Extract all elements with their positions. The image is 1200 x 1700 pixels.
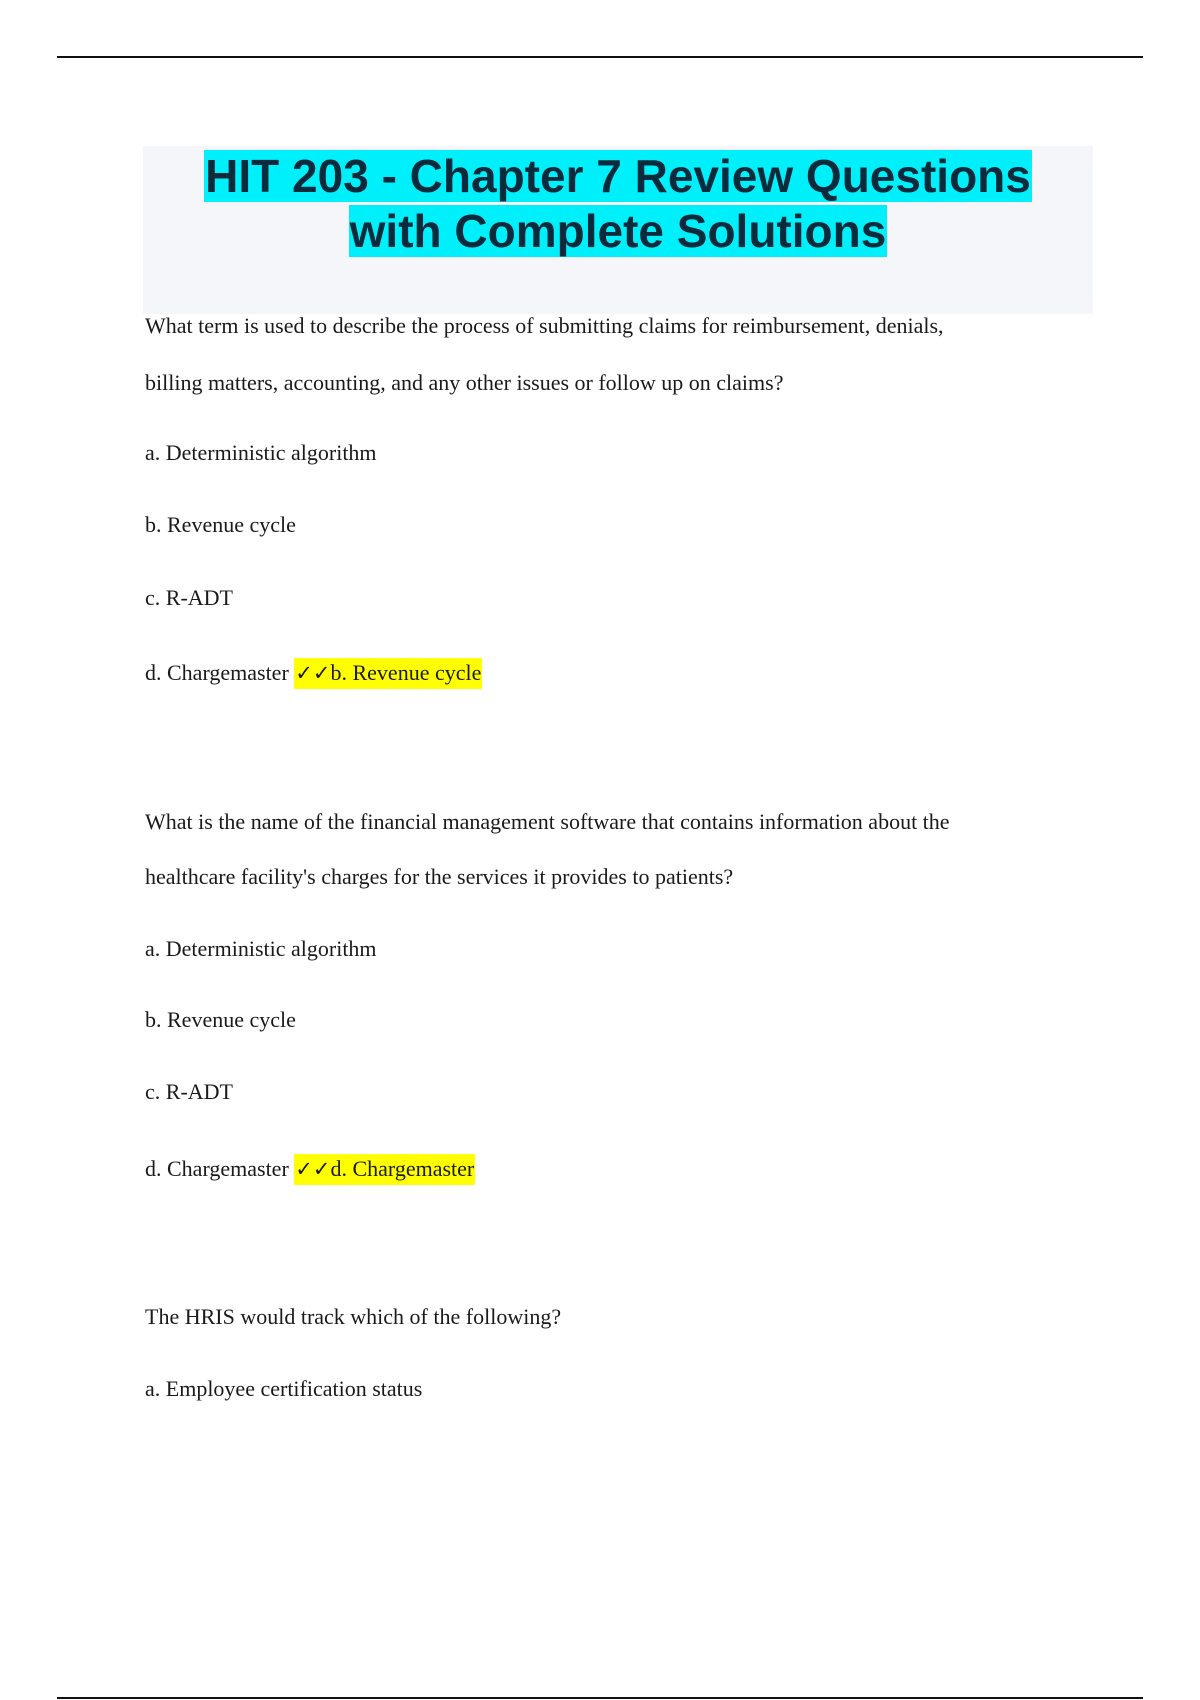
question-1-option-b: b. Revenue cycle — [145, 512, 296, 537]
question-2-prompt-line2: healthcare facility's charges for the services it provides to patients? — [145, 864, 734, 889]
bottom-rule — [57, 1697, 1143, 1699]
question-2-answer: d. Chargemaster — [330, 1156, 475, 1181]
question-3-option-a: a. Employee certification status — [145, 1376, 423, 1401]
question-1-option-d-row — [145, 659, 482, 687]
question-2-option-d-row — [145, 1155, 475, 1183]
question-2-answer-highlight — [294, 1154, 475, 1185]
document-title-line1: HIT 203 - Chapter 7 Review Questions — [205, 150, 1031, 202]
question-2-prompt-line1: What is the name of the financial management software that contains information about the — [145, 809, 950, 834]
question-2-option-a: a. Deterministic algorithm — [145, 936, 377, 961]
question-3-prompt-line1: The HRIS would track which of the following? — [145, 1304, 562, 1329]
top-rule — [57, 56, 1143, 58]
question-1-option-c: c. R-ADT — [145, 585, 233, 610]
question-2-option-d: d. Chargemaster — [145, 1156, 289, 1181]
question-2-option-b: b. Revenue cycle — [145, 1007, 296, 1032]
question-1-option-a: a. Deterministic algorithm — [145, 440, 377, 465]
question-1-prompt-line1: What term is used to describe the process of submitting claims for reimbursement, denials, — [145, 313, 944, 338]
question-1-answer-highlight — [294, 658, 482, 689]
question-1-prompt-line2: billing matters, accounting, and any other issues or follow up on claims? — [145, 370, 784, 395]
title-block — [143, 146, 1093, 314]
question-2-option-c: c. R-ADT — [145, 1079, 233, 1104]
check-marks-icon: ✓✓ — [295, 1157, 331, 1181]
document-title-line2: with Complete Solutions — [349, 205, 887, 257]
check-marks-icon: ✓✓ — [295, 661, 331, 685]
question-1-answer: b. Revenue cycle — [330, 660, 482, 685]
question-1-option-d: d. Chargemaster — [145, 660, 289, 685]
